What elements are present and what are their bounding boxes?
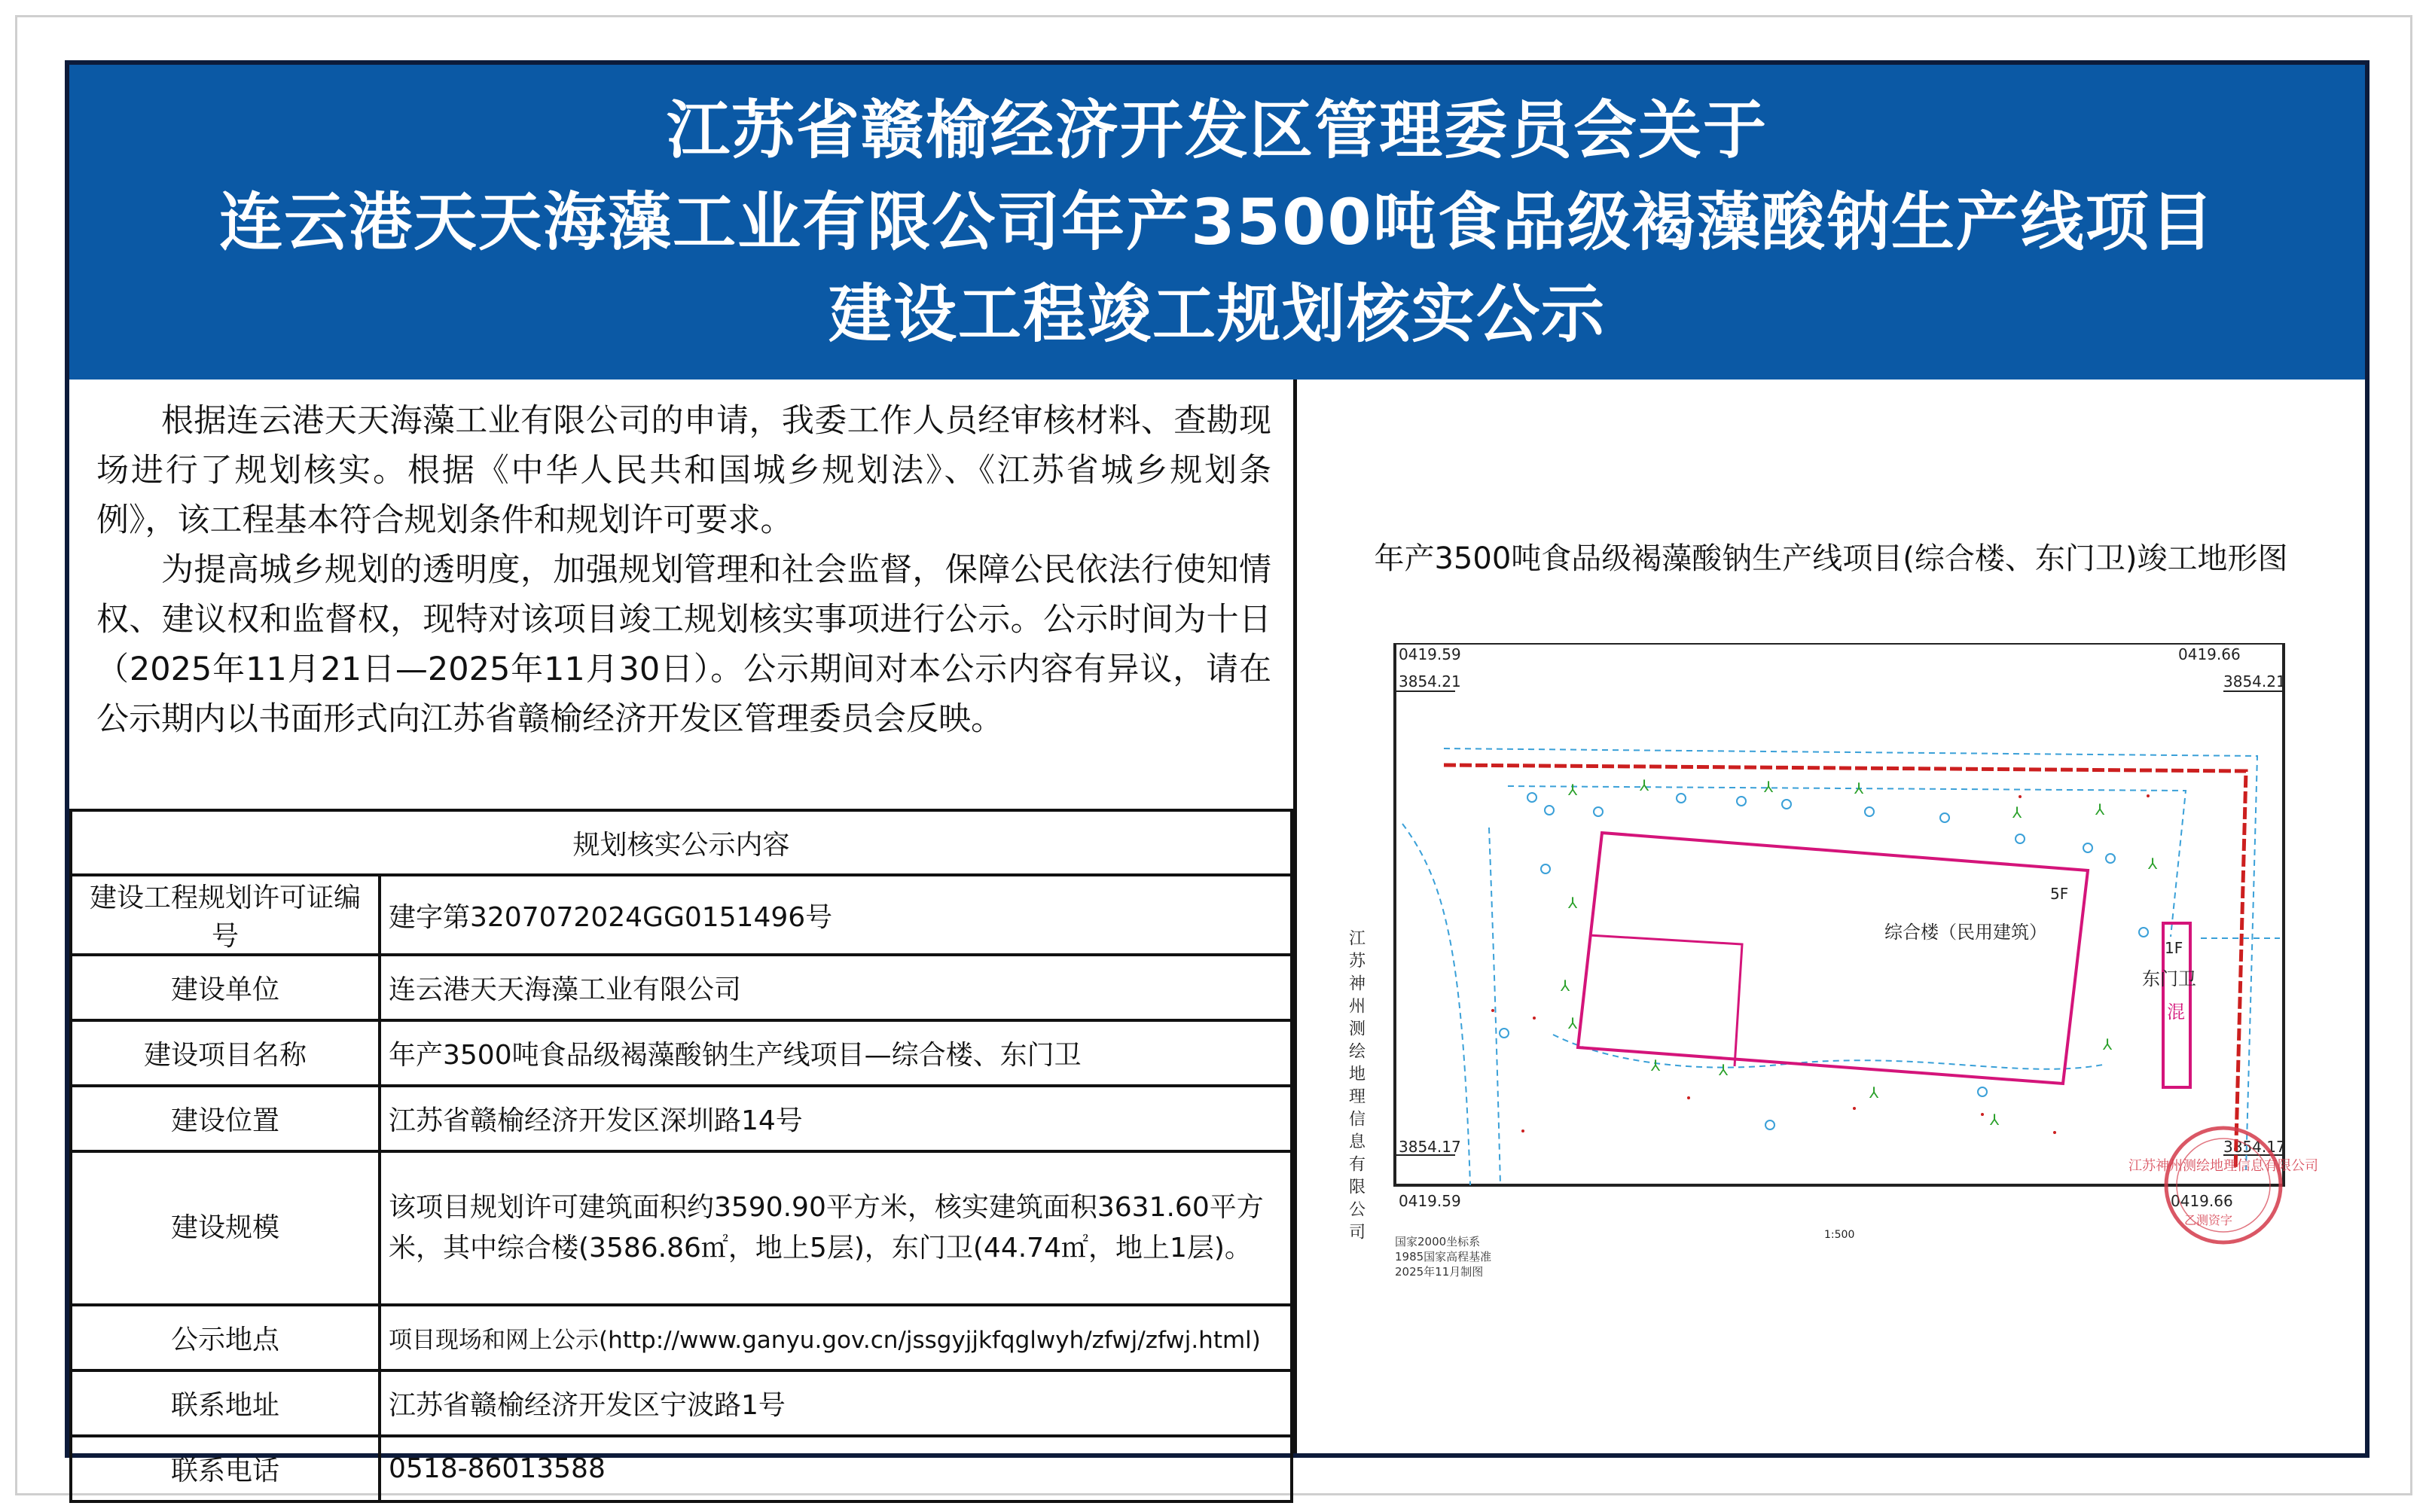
row-value: 江苏省赣榆经济开发区深圳路14号 xyxy=(380,1086,1292,1151)
table-row xyxy=(71,1151,1292,1305)
notice-board xyxy=(65,60,2369,1486)
svg-text:⅄: ⅄ xyxy=(1764,778,1774,796)
svg-text:⅄: ⅄ xyxy=(2012,803,2022,822)
main-building-floors: 5F xyxy=(2050,885,2069,903)
row-value: 江苏省赣榆经济开发区宁波路1号 xyxy=(380,1370,1292,1436)
map-title: 年产3500吨食品级褐藻酸钠生产线项目(综合楼、东门卫)竣工地形图 xyxy=(1374,541,2288,576)
map-frame xyxy=(1395,643,2284,1185)
coord-top-right-y: 3854.21 xyxy=(2223,672,2286,690)
gate-house-floors: 1F xyxy=(2165,939,2183,957)
table-row xyxy=(71,1436,1292,1501)
row-value: 建字第3207072024GG0151496号 xyxy=(380,875,1292,955)
row-label: 建设工程规划许可证编号 xyxy=(71,875,380,955)
info-table xyxy=(69,809,1293,1503)
svg-text:⅄: ⅄ xyxy=(1640,776,1649,794)
coord-bottom-right-y: 3854.17 xyxy=(2223,1138,2286,1156)
row-value: 年产3500吨食品级褐藻酸钠生产线项目—综合楼、东门卫 xyxy=(380,1020,1292,1086)
row-label: 公示地点 xyxy=(71,1305,380,1370)
row-label: 建设单位 xyxy=(71,955,380,1020)
header-line-3: 建设工程竣工规划核实公示 xyxy=(828,277,1606,351)
table-row xyxy=(71,955,1292,1020)
main-building-label: 综合楼（民用建筑） xyxy=(1884,922,2047,943)
coord-bottom-left-y: 3854.17 xyxy=(1399,1138,1461,1156)
topographic-map xyxy=(1342,643,2336,1336)
row-value: 该项目规划许可建筑面积约3590.90平方米，核实建筑面积3631.60平方米，其中综合楼(3586.86㎡，地上5层)，东门卫(44.74㎡，地上1层)。 xyxy=(380,1151,1292,1305)
table-row xyxy=(71,1370,1292,1436)
coord-top-left-y: 3854.21 xyxy=(1399,672,1461,690)
header-line-1: 江苏省赣榆经济开发区管理委员会关于 xyxy=(666,93,1768,167)
row-label: 建设位置 xyxy=(71,1086,380,1151)
svg-text:⅄: ⅄ xyxy=(1869,1084,1879,1102)
intro-paragraph-2: 为提高城乡规划的透明度，加强规划管理和社会监督，保障公民依法行使知情权、建议权和监督权，现特对该项目竣工规划核实事项进行公示。公示时间为十日（2025年11月21日—2025年11月30日）。公示期间对本公示内容有异议，请在公示期内以书面形式向江苏省赣榆经济开发区管理委员会反映。 xyxy=(96,551,1271,738)
row-label: 联系地址 xyxy=(71,1370,380,1436)
table-row xyxy=(71,1020,1292,1086)
map-scale: 1:500 xyxy=(1824,1229,1855,1241)
svg-text:⅄: ⅄ xyxy=(1568,1014,1578,1032)
svg-text:⅄: ⅄ xyxy=(1854,779,1864,797)
coord-bottom-right-x: 0419.66 xyxy=(2171,1192,2233,1210)
table-caption-row xyxy=(71,810,1292,875)
row-value-link[interactable]: 项目现场和网上公示(http://www.ganyu.gov.cn/jssgyjjkfqglwyh/zfwj/zfwj.html) xyxy=(380,1305,1292,1370)
table-row xyxy=(71,875,1292,955)
svg-text:⅄: ⅄ xyxy=(1568,894,1578,912)
left-column xyxy=(69,380,1297,1486)
gate-house-material: 混 xyxy=(2167,1001,2185,1023)
table-caption: 规划核实公示内容 xyxy=(71,810,1292,875)
row-label: 建设规模 xyxy=(71,1151,380,1305)
row-value: 连云港天天海藻工业有限公司 xyxy=(380,955,1292,1020)
intro-paragraph-1: 根据连云港天天海藻工业有限公司的申请，我委工作人员经审核材料、查勘现场进行了规划核实。根据《中华人民共和国城乡规划法》、《江苏省城乡规划条例》，该工程基本符合规划条件和规划许可要求。 xyxy=(96,402,1271,539)
svg-text:⅄: ⅄ xyxy=(2103,1035,2113,1053)
svg-text:⅄: ⅄ xyxy=(1719,1061,1729,1079)
svg-text:⅄: ⅄ xyxy=(2095,800,2105,818)
seal-sub-text: 乙测资字 xyxy=(2183,1213,2233,1227)
map-note-1: 国家2000坐标系 xyxy=(1395,1235,1481,1248)
intro-text xyxy=(96,396,1271,744)
row-value: 0518-86013588 xyxy=(380,1436,1292,1501)
seal-text: 江苏神州测绘地理信息有限公司 xyxy=(2128,1158,2318,1174)
row-label: 联系电话 xyxy=(71,1436,380,1501)
gate-house-label: 东门卫 xyxy=(2142,968,2196,989)
map-note-3: 2025年11月制图 xyxy=(1395,1265,1484,1279)
surveyor-org-label: 江苏神州测绘地理信息有限公司 xyxy=(1346,929,1366,1245)
coord-bottom-left-x: 0419.59 xyxy=(1399,1192,1461,1210)
svg-text:⅄: ⅄ xyxy=(1651,1056,1661,1075)
svg-text:⅄: ⅄ xyxy=(2148,855,2158,873)
row-label: 建设项目名称 xyxy=(71,1020,380,1086)
table-row xyxy=(71,1086,1292,1151)
header-line-2: 连云港天天海藻工业有限公司年产3500吨食品级褐藻酸钠生产线项目 xyxy=(219,185,2215,259)
svg-text:⅄: ⅄ xyxy=(1568,781,1578,799)
svg-text:⅄: ⅄ xyxy=(1990,1111,2000,1129)
coord-top-right-x: 0419.66 xyxy=(2178,645,2241,663)
table-row xyxy=(71,1305,1292,1370)
notice-header xyxy=(69,65,2365,380)
map-note-2: 1985国家高程基准 xyxy=(1395,1250,1492,1264)
svg-text:⅄: ⅄ xyxy=(1561,977,1570,995)
right-column xyxy=(1297,380,2365,1453)
coord-top-left-x: 0419.59 xyxy=(1399,645,1461,663)
